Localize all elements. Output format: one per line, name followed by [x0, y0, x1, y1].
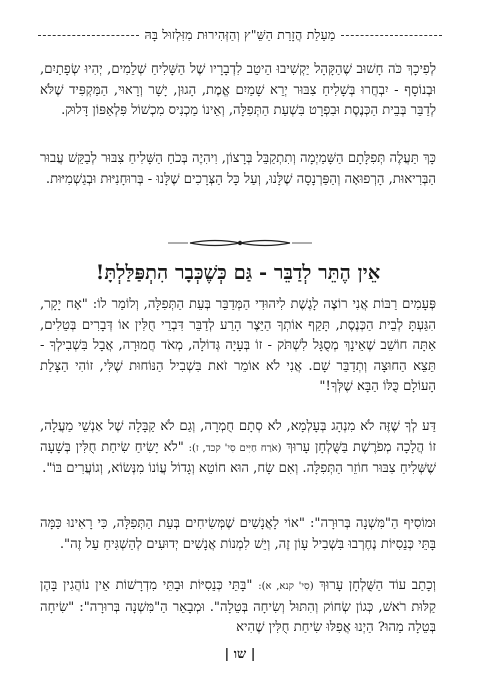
paragraph-text: [40, 417, 436, 480]
header-rule-right: [341, 35, 442, 36]
paragraph-text: פְּעָמִים רַבּוֹת אֲנִי רוֹצֶה לָגֶשֶׁת לִיהוּדִי הַמְּדַבֵּר בְּעֵת הַתְּפִלָּה, וְלוֹמַר לוֹ: "אָח יָקָר, הִגַּעְתָּ לְבֵית הַכְּנֶסֶת, תָּקַף אוֹתְךָ הַיֵּצֶר הָרַע לְדַבֵּר דִּבְרֵי חֻלִּין אוֹ דְּבָרִים בְּטֵלִים, אַתָּה חוֹשֵׁב שֶׁאֵינָךְ מְסֻגָּל לִשְׁתֹּק - זוֹ בְּעָיָה גְּדוֹלָה, מְאֹד חֲמוּרָה, אֲבָל בִּשְׁבִילְךָ - תֵּצֵא הַחוּצָה וְתְדַבֵּר שָׁם. אֲנִי לֹא אוֹמֵר זֹאת בִּשְׁבִיל הַנּוֹחוּת שֶׁלִּי, זוֹהִי הַצָּלַת הָעוֹלָם כֻּלּוֹ הַבָּא שֶׁלְּךָ!": [40, 297, 436, 394]
paragraph: [40, 149, 436, 190]
paragraph-text: וּמוֹסִיף הַ"מִּשְׁנָה בְּרוּרָה": "אוֹי לָאֲנָשִׁים שֶׁמְּשִׂיחִים בְּעֵת הַתְּפִלָּה, כִּי רָאִינוּ כַּמָּה בָּתֵּי כְּנֵסִיּוֹת נֶחֶרְבוּ בִּשְׁבִיל עָוֹן זֶה, וְיֵשׁ לִמְנוֹת אֲנָשִׁים יְדוּעִים לְהַשְׁגִּיחַ עַל זֶה".: [40, 516, 436, 552]
paragraph-text-part: וְכָתַב עוֹד הַשֻּׁלְחָן עָרוּךְ: [313, 578, 437, 593]
page-number: | שו |: [224, 647, 256, 662]
paragraph-text-part: "בָּתֵּי כְּנֵסִיּוֹת וּבָתֵּי מִדְרָשׁוֹת אֵין נוֹהֲגִין בָּהֶן קַלּוּת רֹאשׁ, כְּגוֹן שְׂחוֹק וְהִתּוּל וְשִׂיחָה בְּטֵלָה". וּמְבָאֵר הַ"מִּשְׁנָה בְּרוּרָה": "שִׂיחָה בְּטֵלָה מַהוּ? הַיְנוּ אֲפִלּוּ שִׂיחַת חֻלִּין שֶׁהִיא: [40, 578, 436, 635]
paragraph-text: [40, 576, 436, 639]
section-heading: אֵין הֶתֵּר לְדַבֵּר - גַּם כְּשֶׁכְּבָר הִתְפַּלַּלְתָּ!: [95, 261, 381, 284]
header-rule-left: [38, 35, 139, 36]
paragraph: [40, 295, 436, 398]
section-divider-ornament: [0, 235, 480, 251]
paragraph-text: כָּךְ תַּעֲלֶה תְּפִלָּתָם הַשָּׁמַיְמָה וְתִתְקַבֵּל בְּרָצוֹן, וִיהִיֶה בְּכֹחַ הַשָּׁלִיחַ צִבּוּר לְבַקֵּשׁ עֲבוּר הַבְּרִיאוּת, הָרְפוּאָה וְהַפַּרְנָסָה שֶׁלָּנוּ, וְעַל כָּל הַצְּרָכִים שֶׁלָּנוּ - בְּרוּחָנִיּוּת וּבְגַשְׁמִיּוּת.: [40, 151, 436, 187]
paragraph: [40, 576, 436, 639]
paragraph: [40, 417, 436, 480]
paragraph-text-part: "לֹא יָשִׂיחַ שִׂיחַת חֻלִּין בְּשָׁעָה שֶׁשְּׁלִיחַ צִבּוּר חוֹזֵר הַתְּפִלָּה. וְאִם שָׂח, הוּא חוֹטֵא וְגָדוֹל עֲוֹנוֹ מִנְּשׂוֹא, וְגוֹעֲרִים בּוֹ".: [40, 439, 436, 476]
paragraph-text: לְפִיכָךְ כֹּה חָשׁוּב שֶׁהַקָּהָל יַקְשִׁיבוּ הֵיטֵב לִדְבָרָיו שֶׁל הַשָּׁלִיחַ שְׁלֵמִים, יְהִיוּ שְׂפָתַיִם, וּבְנוֹסָף - יִבְחֲרוּ בְּשָׁלִיחַ צִבּוּר יְרֵא שָׁמַיִם אֱמֶת, הָגוּן, יָשָׁר וְרָאוּי, הַמַּקְפִּיד שֶׁלֹּא לְדַבֵּר בְּבֵית הַכְּנֶסֶת וּבִפְרָט בִּשְׁעַת הַתְּפִלָּה, וְאֵינוֹ מַכְנִיס מִכְשׁוֹל פִּלְאַפּוֹן דָּלוּק.: [40, 62, 436, 118]
running-header-title: מַעַלַת הֲזָרַת הַשֵּׁ"ץ וְהַזְּהִירוּת מִזִּלְזוּל בָּהּ: [144, 27, 336, 42]
source-citation: (אֹרַח חַיִּים סִי' קכד, ז):: [188, 442, 282, 454]
paragraph: [40, 514, 436, 555]
paragraph-text-part: דַּע לְךָ שֶׁזֶּה לֹא מִנְהָג בְּעָלְמָא, לֹא סְתָם חֻמְרָה, וְגַם לֹא קַבָּלָה שֶׁל אַנְשֵׁי מַעֲלָה, זוֹ הֲלָכָה מְפֹרֶשֶׁת בַּשֻּׁלְחָן עָרוּךְ: [40, 419, 437, 455]
running-header: [38, 24, 442, 46]
source-citation: (סִי' קנא, א):: [258, 581, 314, 592]
paragraph: [40, 60, 436, 122]
